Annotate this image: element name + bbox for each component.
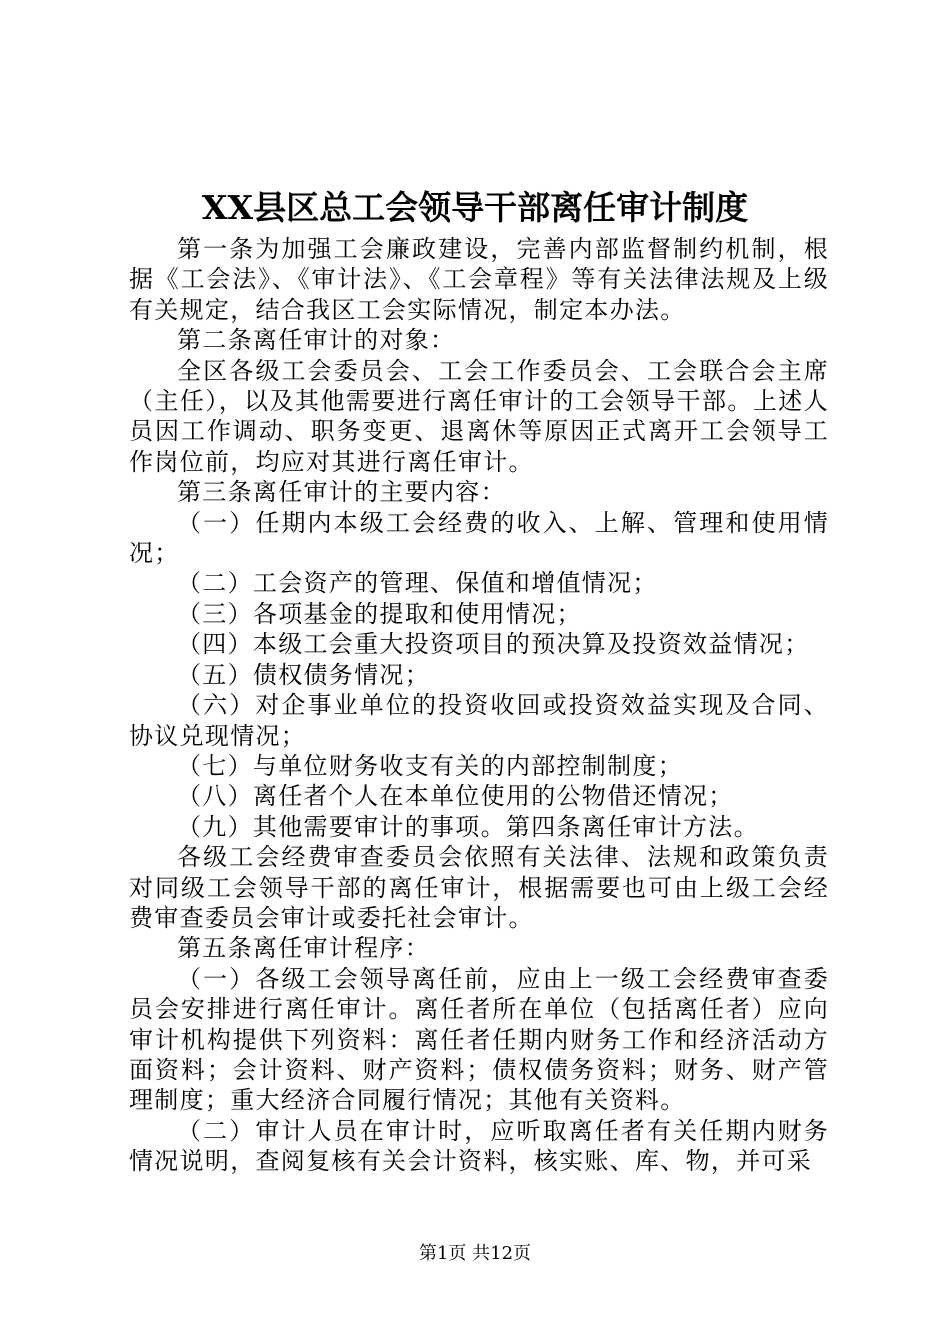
list-item-7: （七）与单位财务收支有关的内部控制制度； xyxy=(177,751,683,780)
document-body xyxy=(129,234,829,1177)
list-item-9: （九）其他需要审计的事项。第四条离任审计方法。 xyxy=(177,812,759,841)
page-footer: 第1页 共12页 xyxy=(418,1243,532,1264)
document-title: XX县区总工会领导干部离任审计制度 xyxy=(201,188,749,227)
list-item-1: （一）任期内本级工会经费的收入、上解、管理和使用情况； xyxy=(129,508,829,568)
paragraph-article-5-heading: 第五条离任审计程序： xyxy=(177,934,430,963)
list-item-6: （六）对企事业单位的投资收回或投资效益实现及合同、协议兑现情况； xyxy=(129,691,829,750)
paragraph-article-2-body: 全区各级工会委员会、工会工作委员会、工会联合会主席（主任），以及其他需要进行离任审计的工会领导干部。上述人员因工作调动、职务变更、退离休等原因正式离开工会领导工作岗位前，均应对其进行离任审计。 xyxy=(129,356,829,476)
procedure-item-2: （二）审计人员在审计时，应听取离任者有关任期内财务情况说明，查阅复核有关会计资料，核实账、库、物，并可采 xyxy=(129,1116,829,1176)
procedure-item-1: （一）各级工会领导离任前，应由上一级工会经费审查委员会安排进行离任审计。离任者所在单位（包括离任者）应向审计机构提供下列资料：离任者任期内财务工作和经济活动方面资料；会计资料、财产资料；债权债务资料；财务、财产管理制度；重大经济合同履行情况；其他有关资料。 xyxy=(129,964,829,1115)
list-item-8: （八）离任者个人在本单位使用的公物借还情况； xyxy=(177,782,734,811)
list-item-3: （三）各项基金的提取和使用情况； xyxy=(177,599,582,628)
list-item-4: （四）本级工会重大投资项目的预决算及投资效益情况； xyxy=(177,630,810,659)
paragraph-article-3-heading: 第三条离任审计的主要内容： xyxy=(177,478,506,507)
paragraph-article-4-body: 各级工会经费审查委员会依照有关法律、法规和政策负责对同级工会领导干部的离任审计，根据需要也可由上级工会经费审查委员会审计或委托社会审计。 xyxy=(129,843,829,932)
list-item-2: （二）工会资产的管理、保值和增值情况； xyxy=(177,569,658,598)
paragraph-article-2-heading: 第二条离任审计的对象： xyxy=(177,326,456,355)
list-item-5: （五）债权债务情况； xyxy=(177,660,430,689)
paragraph-article-1: 第一条为加强工会廉政建设，完善内部监督制约机制，根据《工会法》、《审计法》、《工会章程》等有关法律法规及上级有关规定，结合我区工会实际情况，制定本办法。 xyxy=(129,235,829,324)
